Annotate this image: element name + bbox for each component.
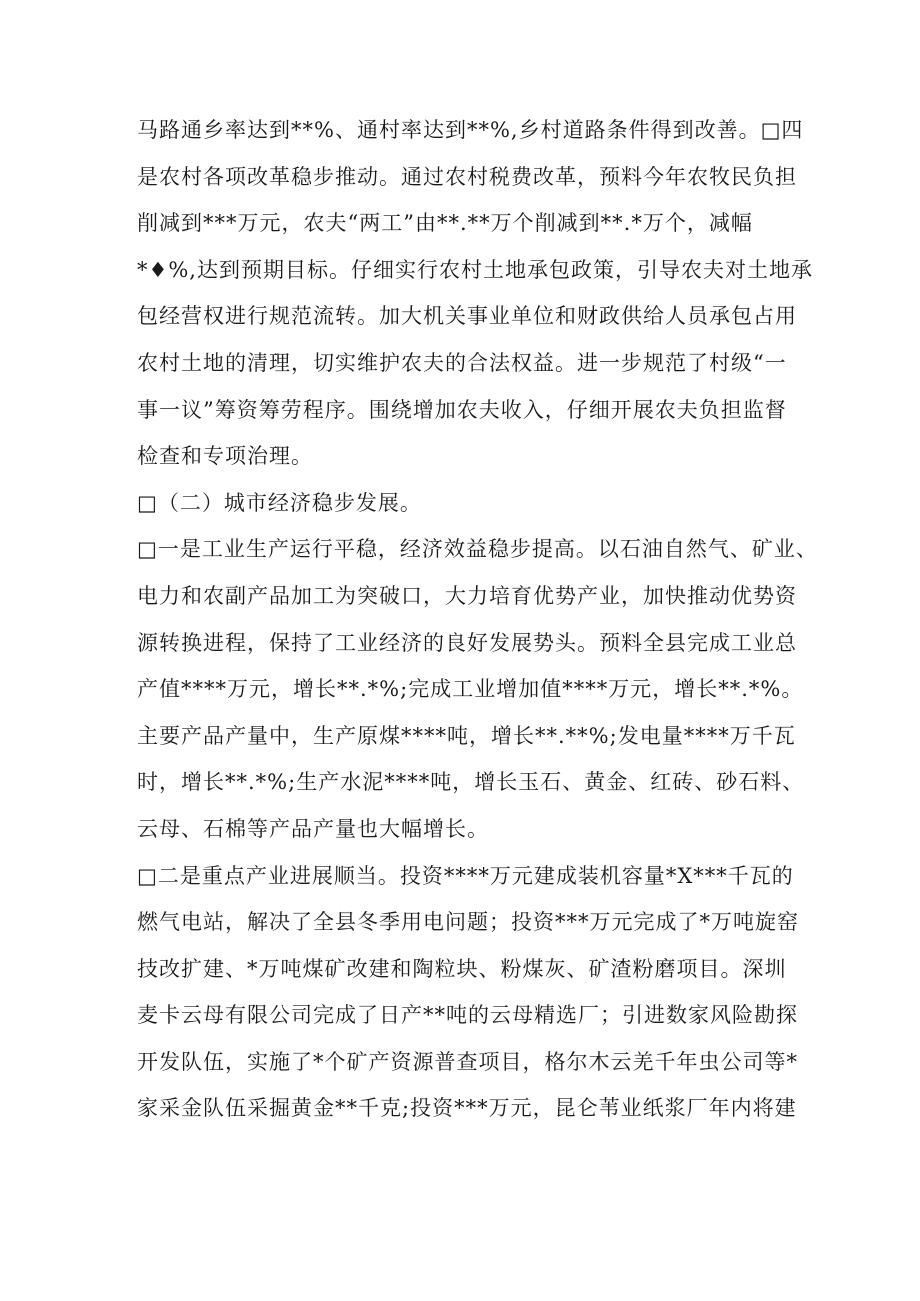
section-heading: □（二）城市经济稳步发展。 bbox=[137, 490, 422, 515]
text-line: 农村土地的清理，切实维护农夫的合法权益。进一步规范了村级“一 bbox=[137, 350, 787, 375]
text-line: *♦%,达到预期目标。仔细实行农村土地承包政策，引导农夫对土地承 bbox=[137, 257, 813, 282]
text-line: 产值****万元，增长**.*%;完成工业增加值****万元，增长**.*%。 bbox=[137, 677, 804, 702]
text-line: □一是工业生产运行平稳，经济效益稳步提高。以石油自然气、矿业、 bbox=[137, 537, 818, 562]
text-line: 检查和专项治理。 bbox=[137, 444, 313, 469]
text-line: 包经营权进行规范流转。加大机关事业单位和财政供给人员承包占用 bbox=[137, 304, 797, 329]
text-line: 技改扩建、*万吨煤矿改建和陶粒块、粉煤灰、矿渣粉磨项目。深圳 bbox=[137, 956, 787, 981]
text-line: 麦卡云母有限公司完成了日产**吨的云母精选厂；引进数家风险勘探 bbox=[137, 1003, 798, 1028]
text-line: 家采金队伍采掘黄金**千克;投资***万元，昆仑苇业纸浆厂年内将建 bbox=[137, 1096, 797, 1121]
text-line: 马路通乡率达到**%、通村率达到**%,乡村道路条件得到改善。□四 bbox=[137, 118, 804, 142]
body-text bbox=[137, 107, 818, 1132]
text-line: 削减到***万元，农夫“两工”由**.**万个削减到**.*万个，减幅 bbox=[137, 211, 753, 236]
text-line: □二是重点产业进展顺当。投资****万元建成装机容量*X***千瓦的 bbox=[137, 863, 794, 888]
text-line: 源转换进程，保持了工业经济的良好发展势头。预料全县完成工业总 bbox=[137, 630, 797, 655]
text-line: 电力和农副产品加工为突破口，大力培育优势产业，加快推动优势资 bbox=[137, 583, 797, 608]
text-line: 开发队伍，实施了*个矿产资源普查项目，格尔木云羌千年虫公司等* bbox=[137, 1049, 798, 1074]
text-line: 燃气电站，解决了全县冬季用电问题；投资***万元完成了*万吨旋窑 bbox=[137, 910, 799, 935]
text-line: 事一议”筹资筹劳程序。围绕增加农夫收入，仔细开展农夫负担监督 bbox=[137, 397, 787, 422]
text-line: 是农村各项改革稳步推动。通过农村税费改革，预料今年农牧民负担 bbox=[137, 164, 797, 189]
text-line: 主要产品产量中，生产原煤****吨，增长**.**%;发电量****万千瓦 bbox=[137, 723, 796, 748]
text-line: 云母、石棉等产品产量也大幅增长。 bbox=[137, 816, 489, 841]
text-line: 时，增长**.*%;生产水泥****吨，增长玉石、黄金、红砖、砂石料、 bbox=[137, 770, 805, 795]
